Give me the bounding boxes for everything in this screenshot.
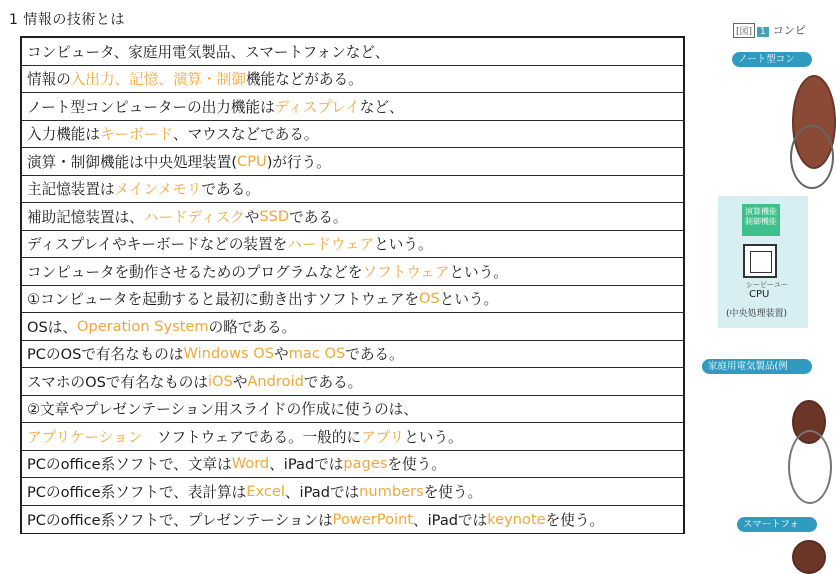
row-text: )が行う。: [266, 153, 331, 171]
row-text: である。: [303, 373, 363, 391]
figure-number: 1: [757, 27, 769, 37]
row-text: 演算・制御機能は中央処理装置(: [27, 153, 238, 171]
row-text: 入力機能は: [27, 126, 100, 144]
row-text: PCのoffice系ソフトで、文章は: [27, 456, 232, 474]
highlighted-term: pages: [343, 455, 388, 473]
highlighted-term: Word: [231, 455, 270, 473]
row-text: である。: [289, 208, 348, 226]
row-text: スマホのOSで有名なものは: [27, 373, 208, 391]
table-row: [22, 176, 683, 204]
row-text: を使う。: [545, 511, 605, 529]
row-text: 補助記憶装置は、: [27, 208, 144, 226]
row-text: である。: [345, 346, 404, 364]
row-text: の略である。: [208, 318, 297, 336]
highlighted-term: PowerPoint: [332, 510, 414, 528]
person-body-illustration: [790, 125, 834, 189]
highlighted-term: Windows OS: [183, 345, 275, 363]
row-text: や: [244, 208, 260, 226]
table-row: [22, 121, 683, 149]
row-text: など、: [359, 98, 404, 116]
table-row: [22, 66, 683, 94]
highlighted-term: 入出力、記憶、演算・制御: [70, 71, 246, 89]
appliance-label: 家庭用電気製品(例: [702, 359, 812, 374]
row-text: 、マウスなどである。: [172, 126, 319, 144]
highlighted-term: OS: [418, 290, 440, 308]
row-text: 、iPadでは: [269, 456, 344, 474]
table-row: [22, 313, 683, 341]
row-text: 、iPadでは: [284, 483, 360, 501]
row-text: PCのoffice系ソフトで、表計算は: [27, 483, 247, 501]
table-row: [22, 258, 683, 286]
highlighted-term: キーボード: [99, 126, 173, 144]
table-row: [22, 506, 683, 534]
person-illustration-3: [792, 540, 826, 574]
row-text: という。: [404, 428, 463, 446]
cpu-label: CPU: [749, 289, 770, 300]
table-row: [22, 286, 683, 314]
person-body-illustration-2: [788, 430, 832, 504]
highlighted-term: numbers: [359, 482, 424, 500]
table-row: [22, 368, 683, 396]
smartphone-label: スマートフォ: [737, 517, 817, 532]
row-text: ①コンピュータを起動すると最初に動き出すソフトウェアを: [27, 291, 419, 309]
row-text: 機能などがある。: [245, 71, 363, 89]
table-row: [22, 396, 683, 424]
row-text: ノート型コンピューターの出力機能は: [27, 98, 275, 116]
row-text: 、iPadでは: [413, 511, 488, 529]
highlighted-term: ハードウェア: [287, 236, 375, 254]
highlighted-term: ハードディスク: [143, 208, 245, 226]
row-text: PCのOSで有名なものは: [27, 346, 184, 364]
table-row: [22, 478, 683, 506]
highlighted-term: CPU: [237, 152, 267, 170]
row-text: を使う。: [387, 456, 446, 474]
highlighted-term: アプリ: [361, 428, 405, 446]
row-text: ディスプレイやキーボードなどの装置を: [27, 236, 288, 254]
table-row: [22, 203, 683, 231]
highlighted-term: ソフトウェア: [362, 263, 450, 281]
figure-title: コンピ: [772, 24, 806, 37]
figure-caption: [733, 22, 806, 38]
table-row: [22, 423, 683, 451]
textbook-margin: [700, 0, 806, 555]
table-row: [22, 451, 683, 479]
highlighted-term: keynote: [487, 510, 546, 528]
row-text: 主記憶装置は: [27, 181, 115, 199]
cpu-chip-icon: [743, 244, 777, 278]
row-text: PCのoffice系ソフトで、プレゼンテーションは: [27, 511, 333, 529]
row-text: を使う。: [423, 483, 483, 501]
row-text: という。: [439, 291, 499, 309]
row-text: 情報の: [27, 71, 71, 89]
row-text: という。: [374, 236, 433, 254]
highlighted-term: ディスプレイ: [274, 98, 360, 116]
row-text: や: [274, 346, 289, 364]
table-row: [22, 93, 683, 121]
highlighted-term: アプリケーション: [27, 428, 143, 446]
cpu-illustration: [718, 196, 808, 328]
cpu-caption: (中央処理装置): [726, 309, 788, 319]
section-heading: 1 情報の技術とは: [9, 12, 125, 28]
highlighted-term: Android: [247, 372, 304, 390]
table-row: [22, 38, 683, 66]
row-text: である。: [201, 181, 260, 199]
row-text: ソフトウェアである。一般的に: [142, 428, 362, 446]
highlighted-term: Excel: [246, 482, 285, 500]
row-text: や: [232, 373, 248, 391]
table-row: [22, 341, 683, 369]
highlighted-term: iOS: [208, 372, 233, 390]
laptop-label: ノート型コン: [732, 52, 812, 67]
highlighted-term: Operation System: [76, 317, 209, 335]
row-text: OSは、: [27, 318, 77, 336]
cpu-function-badge: 演算機能 制御機能: [742, 204, 780, 236]
row-text: コンピュータを動作させるためのプログラムなどを: [27, 263, 363, 281]
figure-tag: [図]: [733, 23, 755, 38]
row-text: という。: [449, 263, 508, 281]
highlighted-term: SSD: [259, 207, 290, 225]
table-row: [22, 148, 683, 176]
cpu-reading: シーピーユー: [746, 281, 788, 289]
highlighted-term: mac OS: [288, 345, 346, 363]
table-row: [22, 231, 683, 259]
row-text: ②文章やプレゼンテーション用スライドの作成に使うのは、: [27, 401, 418, 419]
highlighted-term: メインメモリ: [114, 181, 202, 199]
content-table: [20, 36, 685, 534]
row-text: コンピュータ、家庭用電気製品、スマートフォンなど、: [27, 43, 390, 61]
